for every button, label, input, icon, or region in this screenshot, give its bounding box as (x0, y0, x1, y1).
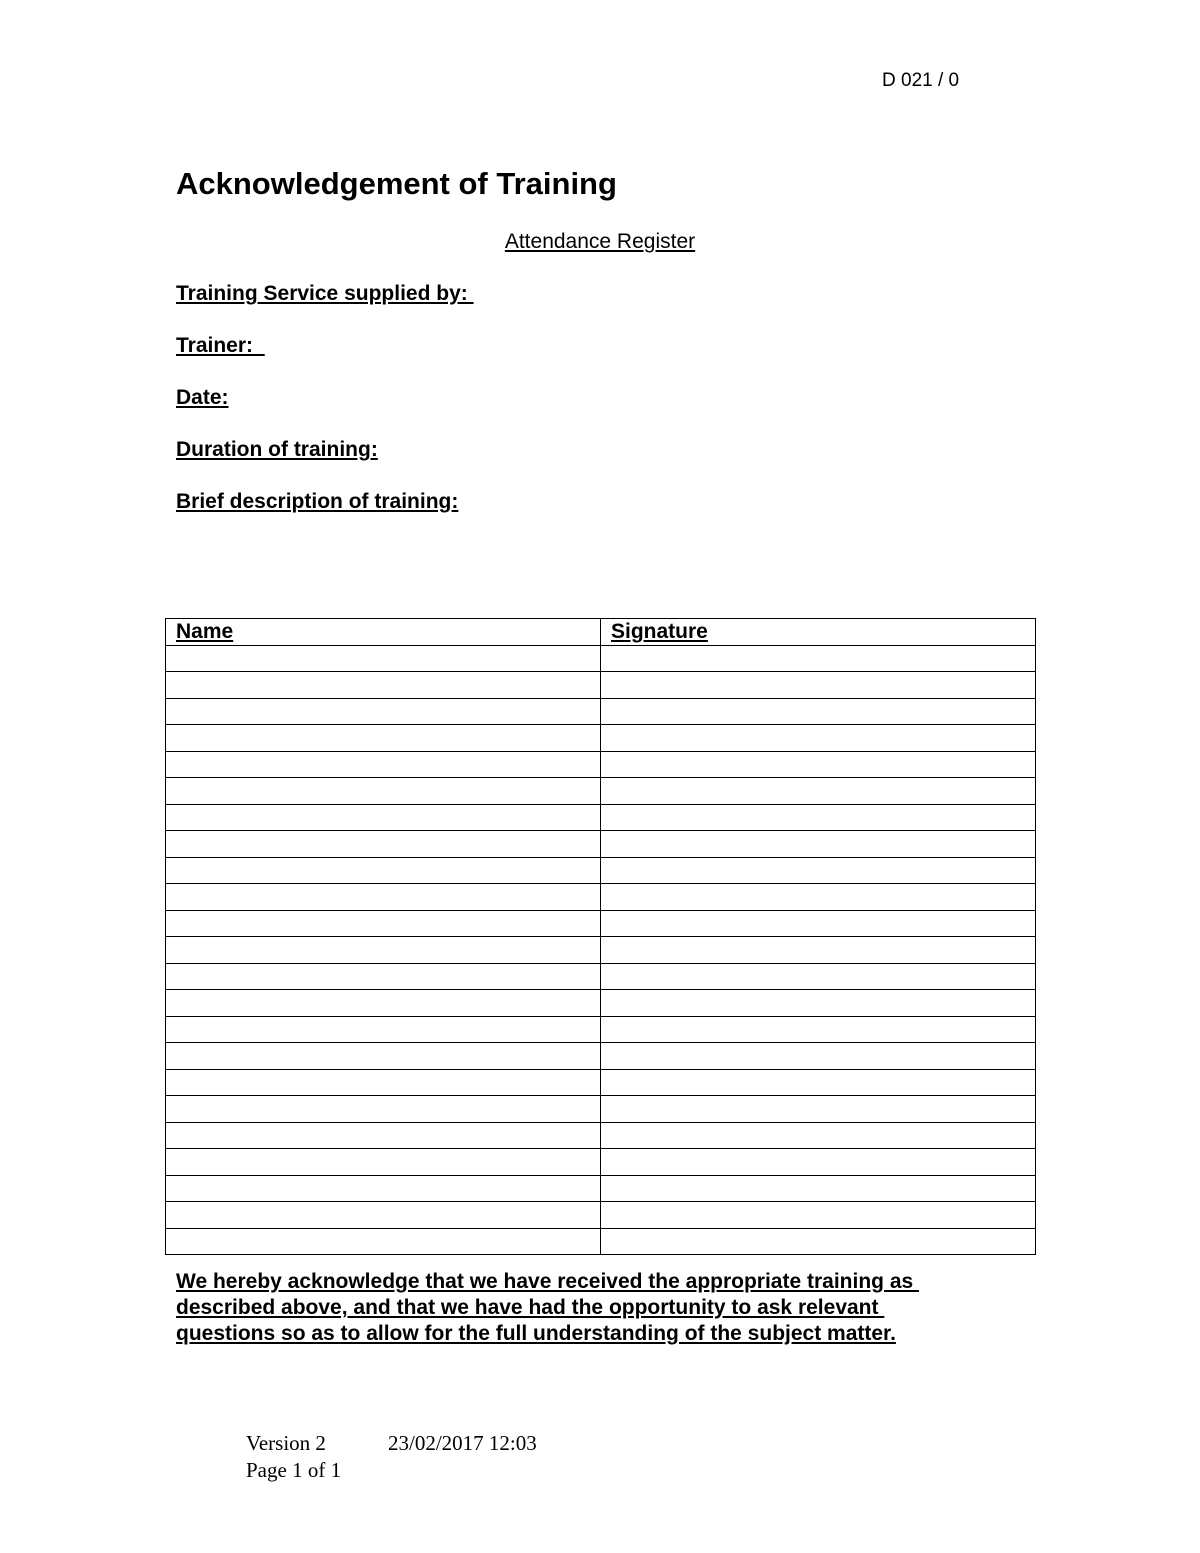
table-row (166, 1016, 1036, 1043)
name-cell[interactable] (166, 1069, 601, 1096)
page-title: Acknowledgement of Training (176, 166, 617, 201)
table-body (166, 645, 1036, 1255)
table-row (166, 990, 1036, 1017)
table-row (166, 751, 1036, 778)
table-header-row (166, 619, 1036, 646)
table-row (166, 1043, 1036, 1070)
acknowledgement-line: described above, and that we have had the opportunity to ask relevant (176, 1296, 885, 1319)
name-cell[interactable] (166, 804, 601, 831)
signature-cell[interactable] (601, 1096, 1036, 1123)
signature-cell[interactable] (601, 884, 1036, 911)
table-row (166, 1069, 1036, 1096)
signature-cell[interactable] (601, 751, 1036, 778)
signature-cell[interactable] (601, 672, 1036, 699)
signature-cell[interactable] (601, 937, 1036, 964)
name-cell[interactable] (166, 1202, 601, 1229)
table-row (166, 963, 1036, 990)
name-cell[interactable] (166, 1122, 601, 1149)
table-row (166, 725, 1036, 752)
signature-cell[interactable] (601, 963, 1036, 990)
field-description: Brief description of training: (176, 490, 459, 513)
name-cell[interactable] (166, 963, 601, 990)
signature-cell[interactable] (601, 831, 1036, 858)
name-cell[interactable] (166, 910, 601, 937)
footer-page-number: Page 1 of 1 (246, 1458, 342, 1482)
page-subtitle: Attendance Register (504, 230, 696, 253)
signature-cell[interactable] (601, 804, 1036, 831)
name-cell[interactable] (166, 1149, 601, 1176)
signature-cell[interactable] (601, 1016, 1036, 1043)
table-row (166, 1202, 1036, 1229)
signature-cell[interactable] (601, 1122, 1036, 1149)
signature-cell[interactable] (601, 1228, 1036, 1255)
field-duration: Duration of training: (176, 438, 378, 461)
signature-cell[interactable] (601, 645, 1036, 672)
table-row (166, 1096, 1036, 1123)
name-cell[interactable] (166, 831, 601, 858)
signature-cell[interactable] (601, 1043, 1036, 1070)
column-header-signature: Signature (601, 619, 1036, 646)
footer-version: Version 2 (246, 1431, 326, 1455)
signature-cell[interactable] (601, 1149, 1036, 1176)
table-row (166, 1175, 1036, 1202)
signature-cell[interactable] (601, 1069, 1036, 1096)
signature-cell[interactable] (601, 698, 1036, 725)
name-cell[interactable] (166, 1175, 601, 1202)
table-row (166, 831, 1036, 858)
table-row (166, 1149, 1036, 1176)
signature-cell[interactable] (601, 725, 1036, 752)
name-cell[interactable] (166, 884, 601, 911)
table-row (166, 910, 1036, 937)
table-row (166, 645, 1036, 672)
table-row (166, 804, 1036, 831)
acknowledgement-line: We hereby acknowledge that we have received the appropriate training as (176, 1270, 920, 1293)
table-row (166, 857, 1036, 884)
table-row (166, 884, 1036, 911)
signature-cell[interactable] (601, 910, 1036, 937)
acknowledgement-statement (176, 1269, 996, 1347)
signature-cell[interactable] (601, 778, 1036, 805)
name-cell[interactable] (166, 1228, 601, 1255)
table-row (166, 698, 1036, 725)
field-trainer: Trainer: (176, 334, 265, 357)
signature-cell[interactable] (601, 1202, 1036, 1229)
attendance-table (165, 618, 1036, 1255)
signature-cell[interactable] (601, 990, 1036, 1017)
signature-cell[interactable] (601, 857, 1036, 884)
name-cell[interactable] (166, 672, 601, 699)
table-row (166, 1228, 1036, 1255)
signature-cell[interactable] (601, 1175, 1036, 1202)
document-reference: D 021 / 0 (882, 70, 960, 91)
table-row (166, 672, 1036, 699)
field-training-service: Training Service supplied by: (176, 282, 474, 305)
field-date: Date: (176, 386, 229, 409)
footer-datetime: 23/02/2017 12:03 (388, 1431, 537, 1455)
table-row (166, 778, 1036, 805)
name-cell[interactable] (166, 857, 601, 884)
table-row (166, 937, 1036, 964)
name-cell[interactable] (166, 937, 601, 964)
column-header-name: Name (166, 619, 601, 646)
name-cell[interactable] (166, 751, 601, 778)
name-cell[interactable] (166, 1096, 601, 1123)
name-cell[interactable] (166, 725, 601, 752)
table-row (166, 1122, 1036, 1149)
name-cell[interactable] (166, 778, 601, 805)
name-cell[interactable] (166, 1016, 601, 1043)
name-cell[interactable] (166, 990, 601, 1017)
acknowledgement-line: questions so as to allow for the full understanding of the subject matter. (176, 1322, 896, 1345)
name-cell[interactable] (166, 1043, 601, 1070)
name-cell[interactable] (166, 645, 601, 672)
name-cell[interactable] (166, 698, 601, 725)
